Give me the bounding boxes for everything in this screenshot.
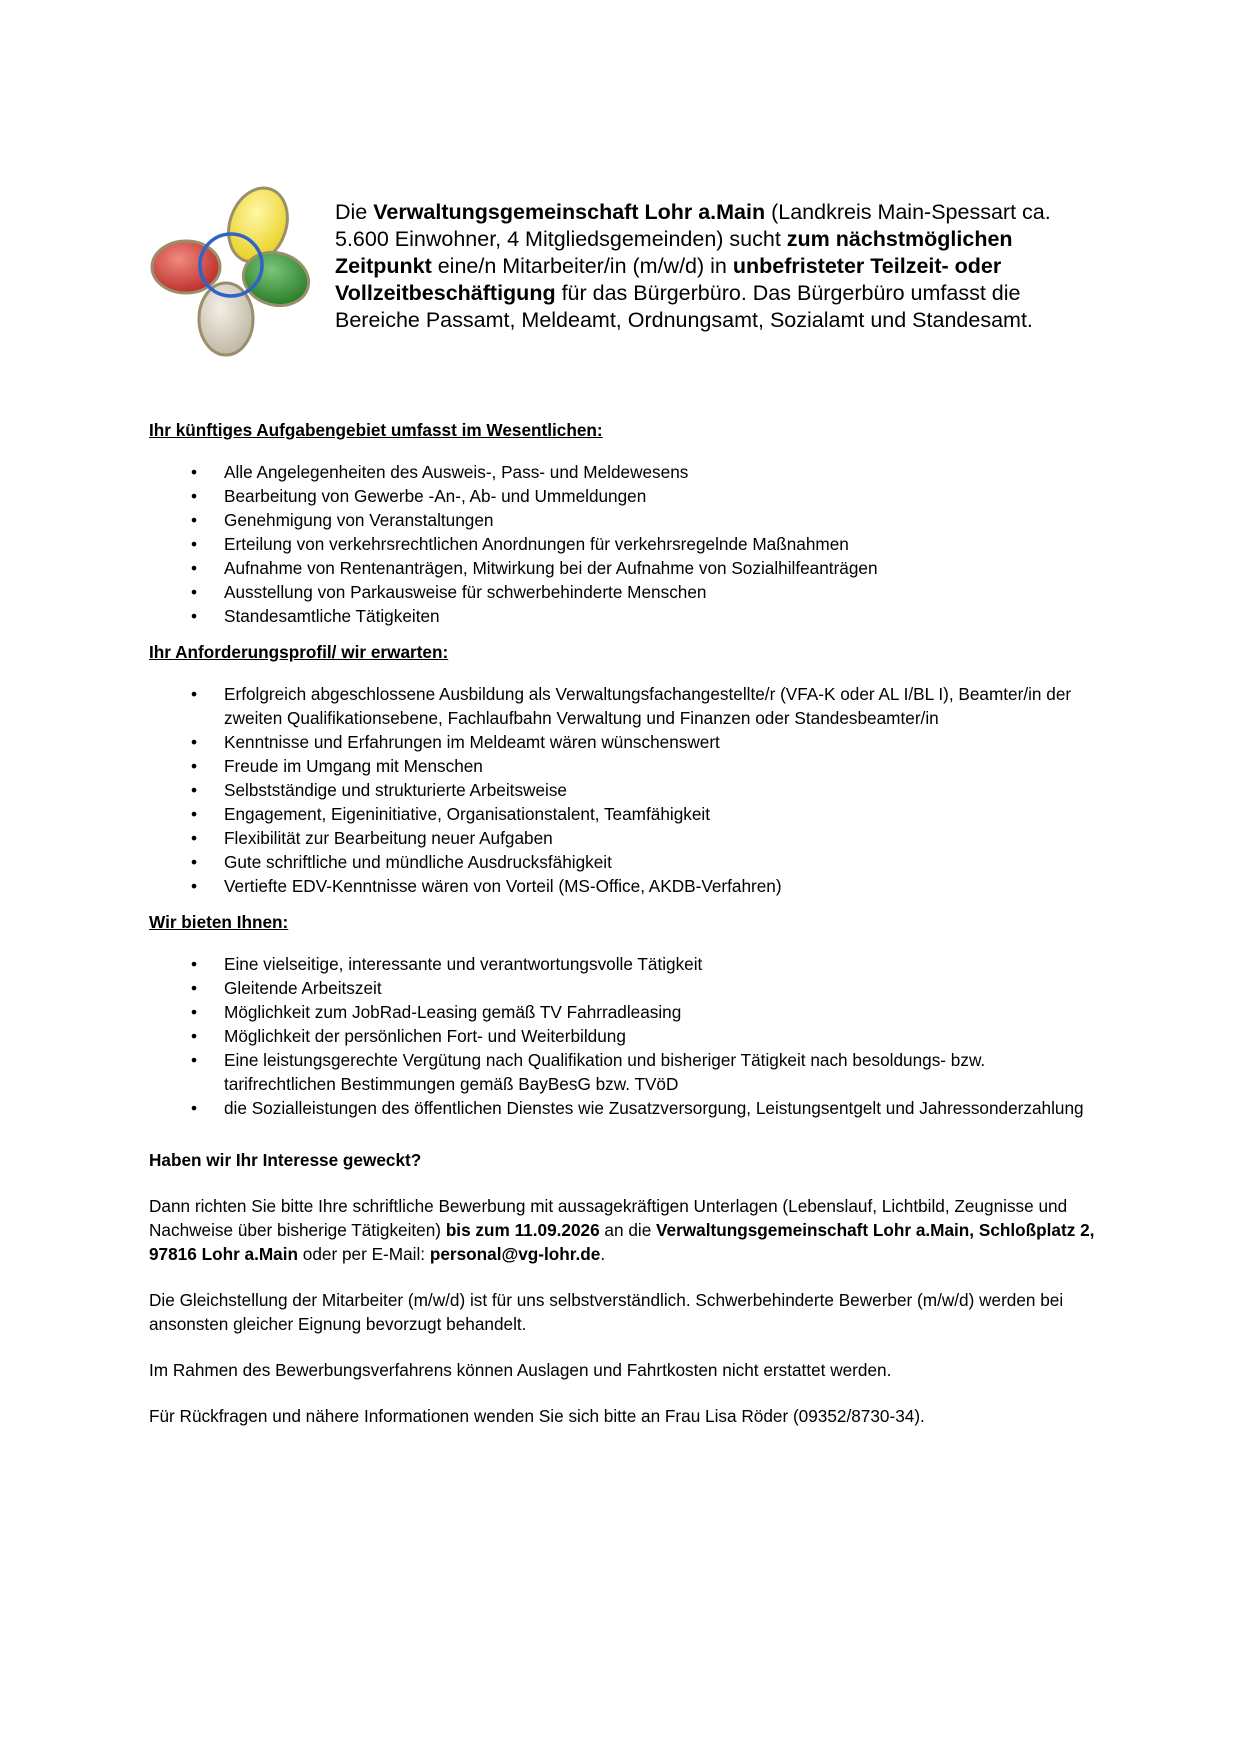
tasks-section [149, 418, 1099, 628]
list-item: • Ausstellung von Parkausweise für schwerbehinderte Menschen [149, 580, 1099, 604]
offer-heading: Wir bieten Ihnen: [149, 912, 289, 932]
deadline: bis zum 11.09.2026 [445, 1220, 600, 1240]
list-item: • Standesamtliche Tätigkeiten [149, 604, 1099, 628]
list-item: • Erteilung von verkehrsrechtlichen Anordnungen für verkehrsregelnde Maßnahmen [149, 532, 1099, 556]
interest-heading: Haben wir Ihr Interesse geweckt? [149, 1150, 422, 1170]
email-address[interactable]: personal@vg-lohr.de [429, 1244, 601, 1264]
list-item: • Bearbeitung von Gewerbe -An-, Ab- und Ummeldungen [149, 484, 1099, 508]
main-content [149, 418, 1099, 1428]
list-item: • Engagement, Eigeninitiative, Organisationstalent, Teamfähigkeit [149, 802, 1099, 826]
requirements-list [149, 682, 1099, 898]
application-paragraph: Dann richten Sie bitte Ihre schriftliche Bewerbung mit aussagekräftigen Unterlagen (Lebenslauf, Lichtbild, Zeugnisse und Nachweise über bisherige Tätigkeiten) bis zum 11.09.2026 an die Verwaltungsgemeinschaft Lohr a.Main, Schloßplatz 2, 97816 Lohr a.Main oder per E-Mail: personal@vg-lohr.de. [149, 1196, 1095, 1264]
postal-address: Verwaltungsgemeinschaft Lohr a.Main, Schloßplatz 2, 97816 Lohr a.Main [149, 1220, 1095, 1264]
list-item: • Möglichkeit der persönlichen Fort- und Weiterbildung [149, 1024, 1099, 1048]
list-item: • Alle Angelegenheiten des Ausweis-, Pass- und Meldewesens [149, 460, 1099, 484]
requirements-section [149, 640, 1099, 898]
list-item: • Möglichkeit zum JobRad-Leasing gemäß TV Fahrradleasing [149, 1000, 1099, 1024]
list-item: • Gute schriftliche und mündliche Ausdrucksfähigkeit [149, 850, 1099, 874]
list-item: • Genehmigung von Veranstaltungen [149, 508, 1099, 532]
costs-paragraph: Im Rahmen des Bewerbungsverfahrens können Auslagen und Fahrtkosten nicht erstattet werden. [149, 1360, 892, 1380]
offer-section [149, 910, 1099, 1120]
list-item: • Gleitende Arbeitszeit [149, 976, 1099, 1000]
contact-paragraph: Für Rückfragen und nähere Informationen wenden Sie sich bitte an Frau Lisa Röder (09352/8730-34). [149, 1406, 925, 1426]
list-item: • Erfolgreich abgeschlossene Ausbildung als Verwaltungsfachangestellte/r (VFA-K oder AL I/BL I), Beamter/in der zweiten Qualifikationsebene, Fachlaufbahn Verwaltung und Finanzen oder Standesbeamter/in [149, 682, 1099, 730]
vg-lohr-logo [146, 183, 322, 359]
equality-paragraph: Die Gleichstellung der Mitarbeiter (m/w/d) ist für uns selbstverständlich. Schwerbehinderte Bewerber (m/w/d) werden bei ansonsten gleicher Eignung bevorzugt behandelt. [149, 1290, 1064, 1334]
list-item: • Flexibilität zur Bearbeitung neuer Aufgaben [149, 826, 1099, 850]
offer-list [149, 952, 1099, 1120]
intro-paragraph: Die Verwaltungsgemeinschaft Lohr a.Main (Landkreis Main-Spessart ca. 5.600 Einwohner, 4 Mitgliedsgemeinden) sucht zum nächstmöglichen Zeitpunkt eine/n Mitarbeiter/in (m/w/d) in unbefristeter Teilzeit- oder Vollzeitbeschäftigung für das Bürgerbüro. Das Bürgerbüro umfasst die Bereiche Passamt, Meldeamt, Ordnungsamt, Sozialamt und Standesamt. [335, 200, 1051, 332]
list-item: • Kenntnisse und Erfahrungen im Meldeamt wären wünschenswert [149, 730, 1099, 754]
list-item: • Freude im Umgang mit Menschen [149, 754, 1099, 778]
list-item: • Aufnahme von Rentenanträgen, Mitwirkung bei der Aufnahme von Sozialhilfeanträgen [149, 556, 1099, 580]
requirements-heading: Ihr Anforderungsprofil/ wir erwarten: [149, 642, 449, 662]
list-item: • die Sozialleistungen des öffentlichen Dienstes wie Zusatzversorgung, Leistungsentgelt und Jahressonderzahlung [149, 1096, 1099, 1120]
list-item: • Vertiefte EDV-Kenntnisse wären von Vorteil (MS-Office, AKDB-Verfahren) [149, 874, 1099, 898]
tasks-heading: Ihr künftiges Aufgabengebiet umfasst im Wesentlichen: [149, 420, 603, 440]
list-item: • Eine vielseitige, interessante und verantwortungsvolle Tätigkeit [149, 952, 1099, 976]
tasks-list [149, 460, 1099, 628]
list-item: • Selbstständige und strukturierte Arbeitsweise [149, 778, 1099, 802]
list-item: • Eine leistungsgerechte Vergütung nach Qualifikation und bisheriger Tätigkeit nach besoldungs- bzw. tarifrechtlichen Bestimmungen gemäß BayBesG bzw. TVöD [149, 1048, 1099, 1096]
